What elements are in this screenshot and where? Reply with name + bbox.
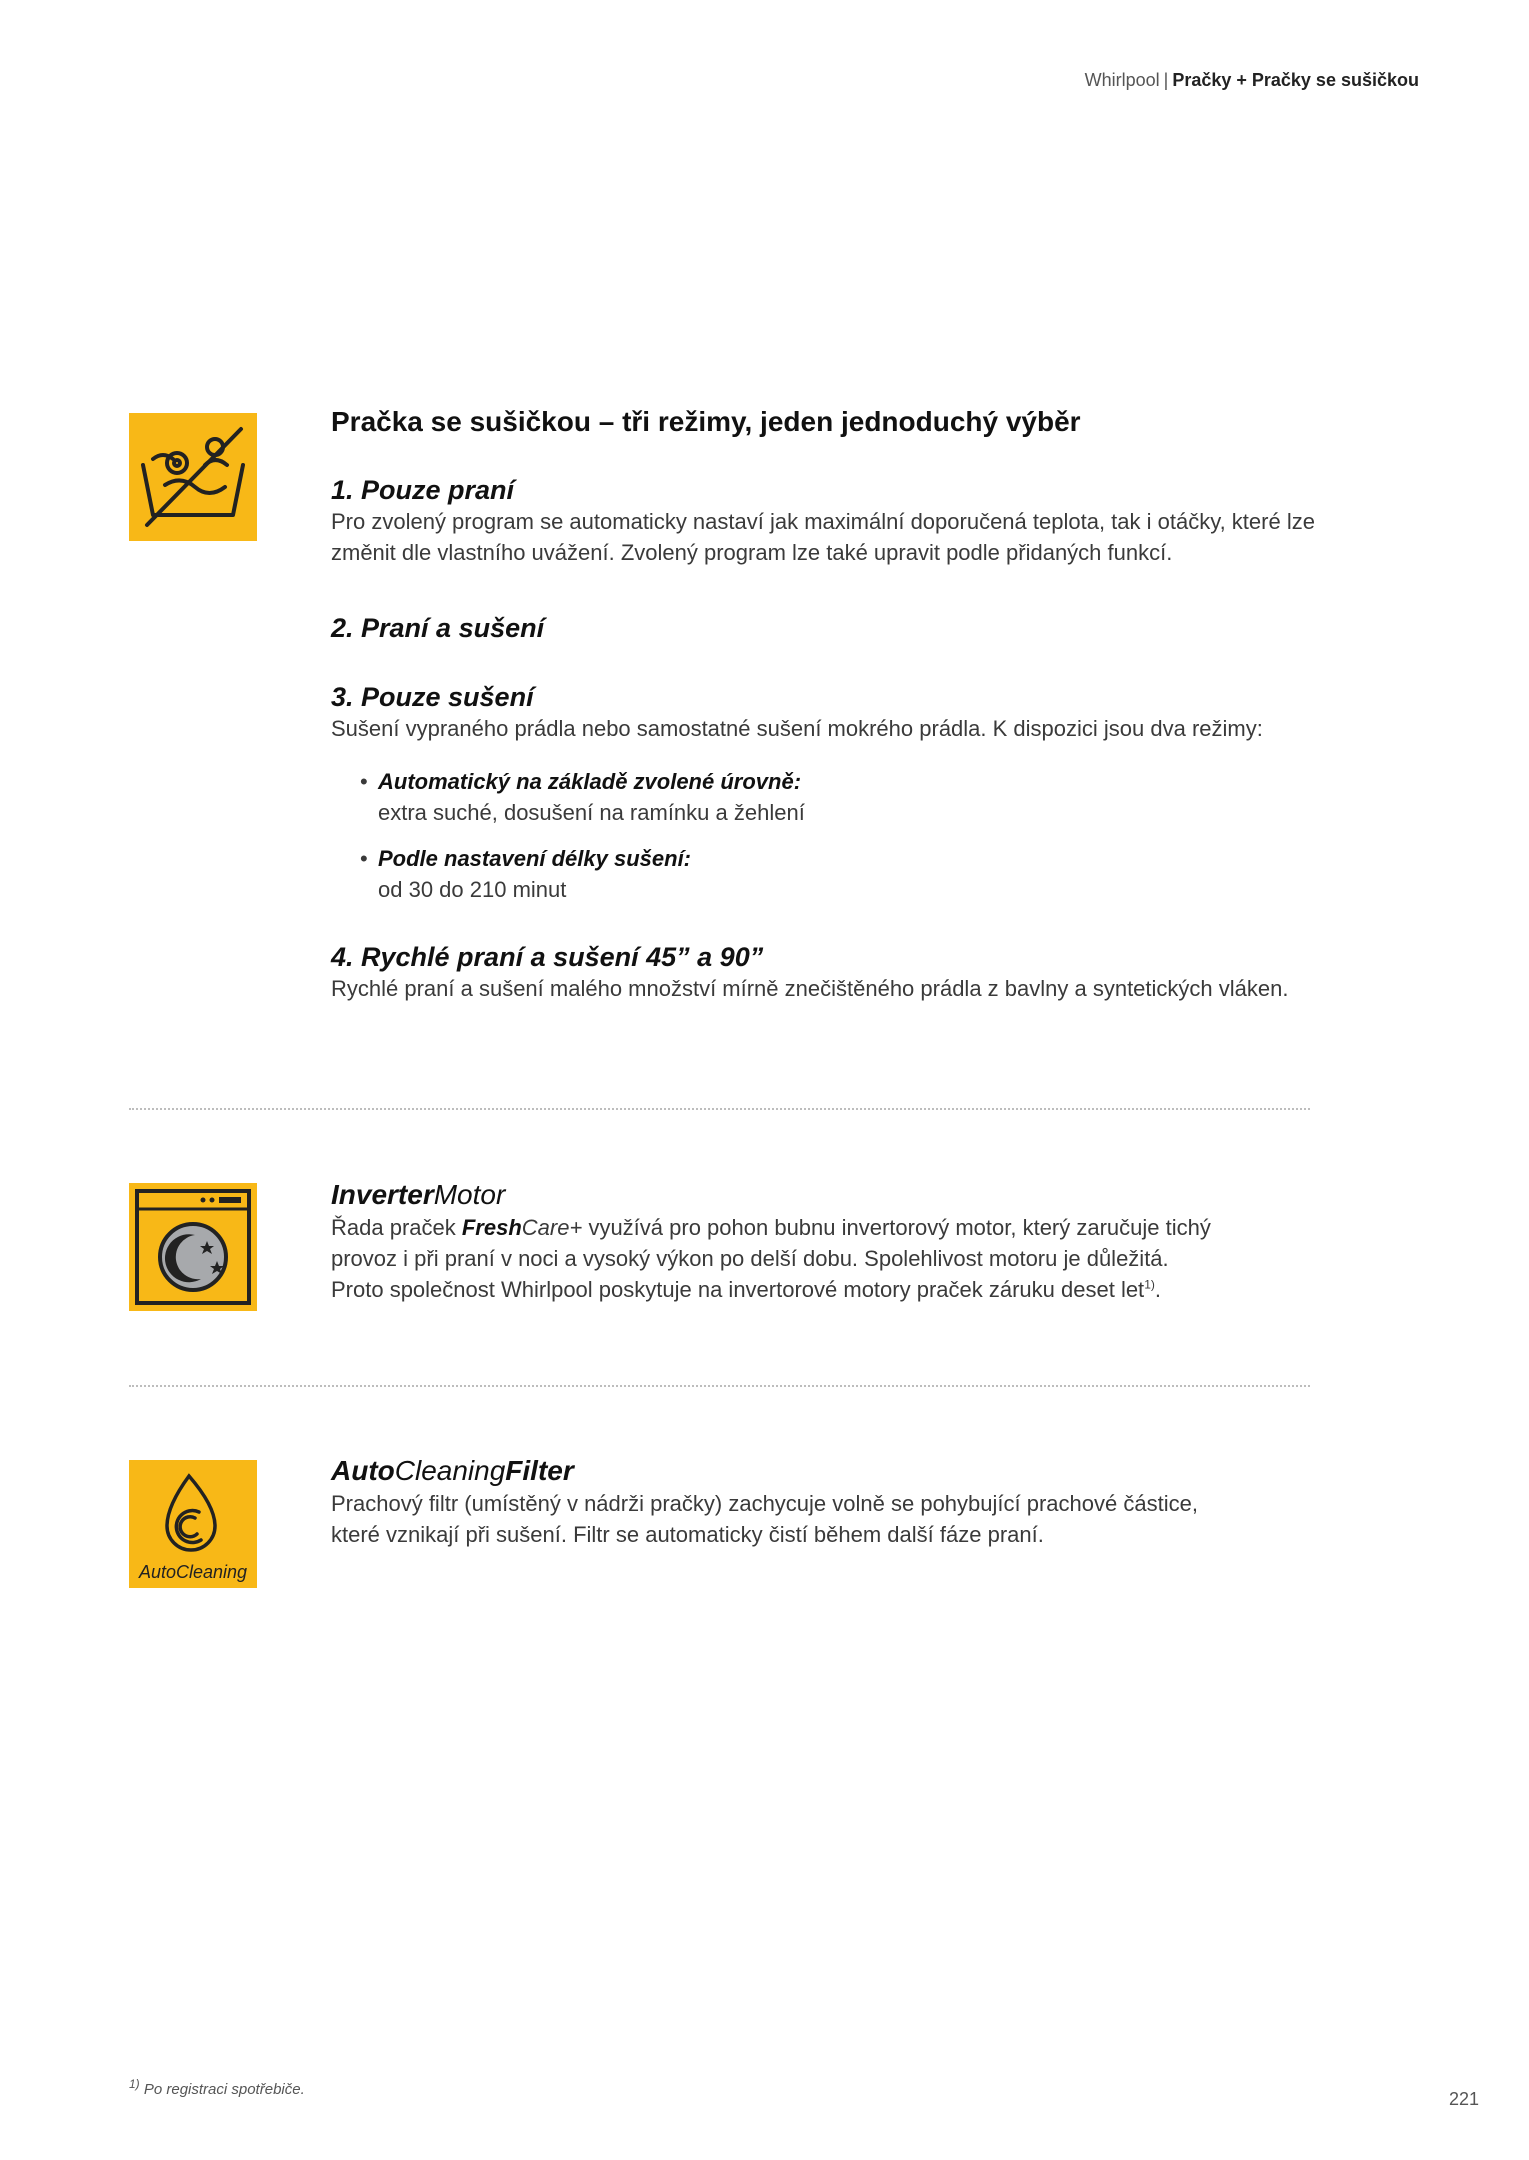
wash-dry-title: Pračka se sušičkou – tři režimy, jeden jednoduchý výběr: [331, 406, 1081, 437]
title-regular-part: Motor: [433, 1179, 506, 1210]
section-dry-only: [331, 681, 1371, 744]
filter-text-line: které vznikají při sušení. Filtr se automaticky čistí během další fáze praní.: [331, 1522, 1044, 1547]
block-inverter-motor: [331, 1178, 1371, 1305]
icon-caption: AutoCleaning: [138, 1562, 248, 1582]
block-auto-cleaning-filter: [331, 1454, 1371, 1550]
text-part: využívá pro pohon bubnu invertorový motor, který zaručuje tichý: [582, 1215, 1211, 1240]
section-wash-only: [331, 474, 1371, 568]
section-title-dry-only: 3. Pouze sušení: [331, 682, 534, 712]
auto-cleaning-filter-title: [331, 1454, 1371, 1488]
section-text-line: Pro zvolený program se automaticky nastaví jak maximální doporučená teplota, tak i otáčky, které lze: [331, 509, 1315, 534]
page-footnote: [129, 2077, 305, 2098]
auto-cleaning-icon: [129, 1460, 257, 1588]
header-section: Pračky + Pračky se sušičkou: [1172, 70, 1419, 90]
title-bold-part: Inverter: [331, 1179, 434, 1210]
section-divider: [129, 1385, 1310, 1387]
title-bold-part: Filter: [505, 1455, 574, 1486]
inverter-motor-icon-graphic: [129, 1183, 257, 1311]
section-divider: [129, 1108, 1310, 1110]
brand-fresh: Fresh: [461, 1215, 522, 1240]
bullet-item: [360, 843, 692, 905]
footnote-marker: 1): [129, 2077, 140, 2091]
bullet-marker: •: [360, 846, 368, 871]
footnote-ref: 1): [1144, 1277, 1155, 1292]
bullet-marker: •: [360, 769, 368, 794]
inverter-motor-icon: [129, 1183, 257, 1311]
bullet-title: Automatický na základě zvolené úrovně:: [378, 769, 802, 794]
text-part: Řada praček: [331, 1215, 462, 1240]
wash-dry-icon-graphic: [129, 413, 257, 541]
section-text-line: Rychlé praní a sušení malého množství mírně znečištěného prádla z bavlny a syntetických vláken.: [331, 976, 1289, 1001]
text-part: Proto společnost Whirlpool poskytuje na invertorové motory praček záruku deset let: [331, 1277, 1145, 1302]
brand-care: Care+: [521, 1215, 583, 1240]
bullet-text: extra suché, dosušení na ramínku a žehlení: [378, 800, 805, 825]
section-text-line: Sušení vypraného prádla nebo samostatné sušení mokrého prádla. K dispozici jsou dva režimy:: [331, 716, 1263, 741]
page-header: [1085, 70, 1419, 91]
inverter-text-line-1: [331, 1212, 1371, 1243]
inverter-text-line-2: provoz i při praní v noci a vysoký výkon po delší dobu. Spolehlivost motoru je důležitá.: [331, 1246, 1169, 1271]
title-bold-part: Auto: [331, 1455, 395, 1486]
section-title-wash-only: 1. Pouze praní: [331, 475, 515, 505]
bullet-title: Podle nastavení délky sušení:: [378, 846, 692, 871]
page-number: 221: [1448, 2089, 1479, 2109]
section-title-quick-wash-dry: 4. Rychlé praní a sušení 45” a 90”: [331, 942, 764, 972]
filter-text-line: Prachový filtr (umístěný v nádrži pračky) zachycuje volně se pohybující prachové částice,: [331, 1491, 1198, 1516]
bullet-item: [360, 766, 805, 828]
wash-dry-icon: [129, 413, 257, 541]
text-part: .: [1154, 1277, 1161, 1302]
header-brand: Whirlpool: [1084, 70, 1160, 90]
title-regular-part: Cleaning: [394, 1455, 506, 1486]
inverter-text-line-3: [331, 1274, 1371, 1305]
footnote-text: Po registraci spotřebiče.: [143, 2081, 305, 2098]
bullet-text: od 30 do 210 minut: [378, 877, 567, 902]
inverter-motor-title: [331, 1178, 1371, 1212]
header-separator: |: [1163, 70, 1169, 90]
block-wash-dry: [331, 405, 1371, 439]
section-title-wash-and-dry: 2. Praní a sušení: [331, 613, 545, 643]
section-quick-wash-dry: [331, 941, 1371, 1004]
section-text-line: změnit dle vlastního uvážení. Zvolený program lze také upravit podle přidaných funkcí.: [331, 540, 1173, 565]
section-wash-and-dry: [331, 612, 1371, 644]
